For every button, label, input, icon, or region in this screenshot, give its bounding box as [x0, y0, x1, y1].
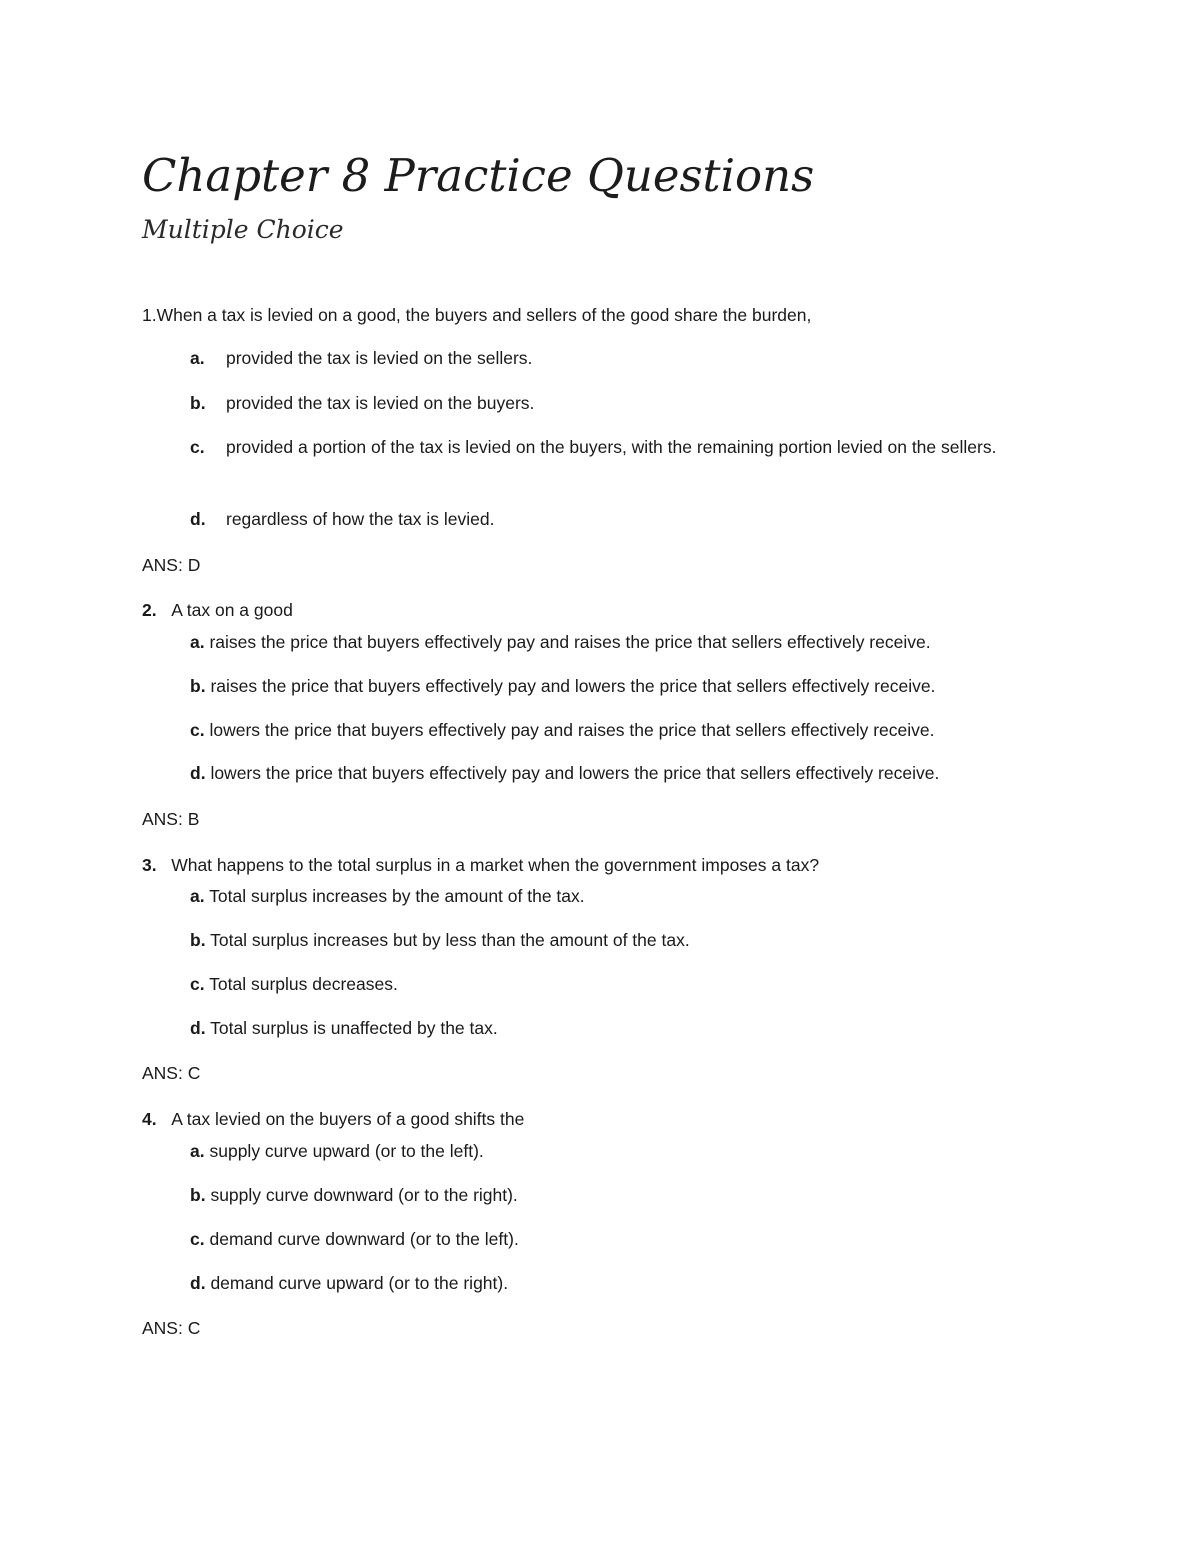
option-letter: c. — [190, 437, 205, 457]
question-4-answer: ANS: C — [142, 1318, 201, 1338]
question-3-option-c — [190, 972, 398, 996]
option-text: Total surplus increases but by less than the amount of the tax. — [210, 930, 690, 950]
option-text: regardless of how the tax is levied. — [226, 509, 495, 529]
option-letter: a. — [190, 348, 205, 368]
question-4-option-b — [190, 1183, 518, 1207]
question-1-option-d — [190, 505, 1070, 533]
option-text: provided the tax is levied on the buyers. — [226, 393, 535, 413]
option-letter: b. — [190, 393, 206, 413]
option-text: Total surplus increases by the amount of the tax. — [209, 886, 585, 906]
option-text: lowers the price that buyers effectively pay and lowers the price that sellers effectively receive. — [210, 763, 940, 783]
question-4-stem — [142, 1107, 524, 1131]
option-letter: d. — [190, 1273, 206, 1293]
option-letter: a. — [190, 886, 205, 906]
option-text: Total surplus decreases. — [209, 974, 398, 994]
option-letter: d. — [190, 763, 206, 783]
option-letter: b. — [190, 930, 206, 950]
question-3-option-a — [190, 884, 585, 908]
option-letter: c. — [190, 1229, 205, 1249]
option-text: raises the price that buyers effectively pay and lowers the price that sellers effectively receive. — [210, 676, 936, 696]
question-text: A tax on a good — [171, 600, 293, 620]
question-1-option-b — [190, 389, 1070, 417]
option-letter: b. — [190, 1185, 206, 1205]
option-letter: c. — [190, 720, 205, 740]
question-1-option-c — [190, 433, 1070, 461]
option-letter: d. — [190, 509, 206, 529]
question-4-option-c — [190, 1227, 519, 1251]
option-text: provided a portion of the tax is levied on the buyers, with the remaining portion levied on the sellers. — [226, 437, 997, 457]
question-2-stem — [142, 598, 293, 622]
page-title: Chapter 8 Practice Questions — [142, 149, 815, 202]
question-2-answer: ANS: B — [142, 809, 200, 829]
page-subtitle: Multiple Choice — [142, 215, 344, 244]
question-number: 2. — [142, 600, 157, 620]
question-2-option-d — [190, 761, 939, 785]
question-1-answer: ANS: D — [142, 555, 201, 575]
question-3-option-d — [190, 1016, 498, 1040]
option-text: provided the tax is levied on the sellers. — [226, 348, 533, 368]
option-letter: a. — [190, 1141, 205, 1161]
question-3-answer: ANS: C — [142, 1063, 201, 1083]
option-text: supply curve downward (or to the right). — [210, 1185, 518, 1205]
option-letter: c. — [190, 974, 205, 994]
question-2-option-a — [190, 630, 931, 654]
option-text: demand curve upward (or to the right). — [210, 1273, 509, 1293]
question-1-option-a — [190, 344, 1070, 372]
question-text: A tax levied on the buyers of a good shifts the — [171, 1109, 525, 1129]
option-letter: d. — [190, 1018, 206, 1038]
question-number: 1. — [142, 305, 157, 325]
question-1-stem — [142, 303, 811, 327]
question-number: 4. — [142, 1109, 157, 1129]
option-text: Total surplus is unaffected by the tax. — [210, 1018, 498, 1038]
option-text: lowers the price that buyers effectively pay and raises the price that sellers effectively receive. — [209, 720, 935, 740]
question-3-stem — [142, 853, 819, 877]
question-3-option-b — [190, 928, 690, 952]
question-2-option-c — [190, 718, 934, 742]
option-letter: a. — [190, 632, 205, 652]
question-text: What happens to the total surplus in a market when the government imposes a tax? — [171, 855, 820, 875]
question-4-option-a — [190, 1139, 484, 1163]
question-text: When a tax is levied on a good, the buyers and sellers of the good share the burden, — [156, 305, 812, 325]
question-number: 3. — [142, 855, 157, 875]
option-text: demand curve downward (or to the left). — [209, 1229, 519, 1249]
option-letter: b. — [190, 676, 206, 696]
question-4-option-d — [190, 1271, 508, 1295]
question-2-option-b — [190, 674, 935, 698]
option-text: raises the price that buyers effectively pay and raises the price that sellers effectively receive. — [209, 632, 931, 652]
option-text: supply curve upward (or to the left). — [209, 1141, 484, 1161]
